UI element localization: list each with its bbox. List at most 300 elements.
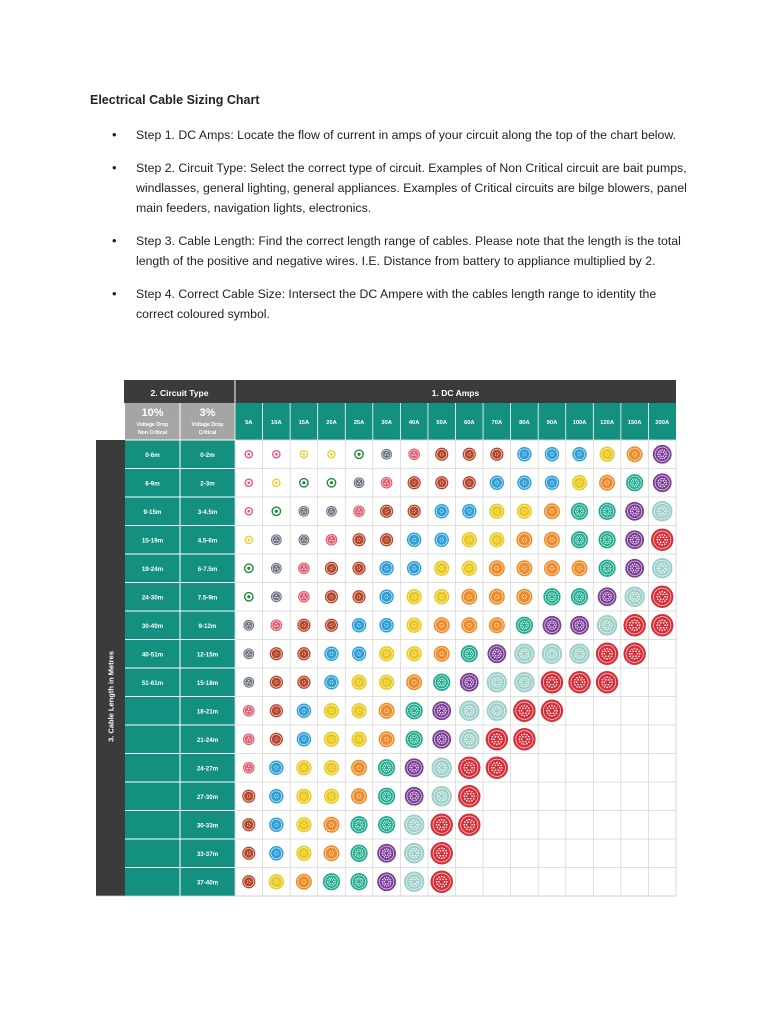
cable-strand: [332, 854, 333, 855]
cable-strand: [550, 623, 551, 624]
cable-size-symbol: [297, 818, 311, 832]
cable-strand: [302, 511, 304, 513]
cable-strand: [609, 653, 611, 655]
cable-strand: [470, 798, 472, 800]
cable-size-symbol: [270, 761, 284, 775]
cable-size-symbol: [408, 505, 420, 517]
cable-strand: [638, 508, 639, 509]
cable-strand: [520, 623, 521, 624]
cable-strand: [521, 714, 523, 716]
cable-strand: [357, 483, 359, 485]
cable-strand: [521, 705, 523, 707]
cable-size-symbol: [434, 646, 449, 661]
cable-strand: [583, 596, 584, 597]
cable-size-symbol: [542, 644, 562, 664]
cable-strand: [360, 625, 361, 626]
cable-strand: [470, 623, 471, 624]
cable-strand: [412, 512, 413, 513]
cable-core: [247, 567, 250, 570]
cable-strand: [247, 625, 249, 627]
cable-size-symbol: [378, 844, 396, 862]
cable-strand: [415, 798, 416, 799]
cable-strand: [526, 714, 528, 716]
cable-strand: [359, 541, 360, 542]
cable-size-symbol: [273, 451, 280, 458]
cable-strand: [330, 737, 331, 738]
cable-strand: [332, 511, 334, 513]
cable-strand: [445, 712, 446, 713]
amps-label: 20A: [326, 420, 337, 426]
cable-strand: [664, 482, 665, 483]
noncritical-length-label: 9-15m: [143, 508, 162, 516]
cable-strand: [413, 652, 414, 653]
cable-strand: [551, 452, 552, 453]
cable-strand: [277, 739, 278, 740]
cable-strand: [355, 883, 356, 884]
cable-strand: [384, 483, 386, 485]
cable-strand: [665, 456, 666, 457]
cable-strand: [609, 511, 610, 512]
cable-strand: [634, 563, 635, 564]
cable-outer-ring: [323, 874, 339, 890]
cable-strand: [638, 655, 640, 657]
cable-strand: [446, 881, 448, 883]
cable-strand: [384, 799, 385, 800]
cable-size-symbol: [541, 671, 563, 693]
cable-strand: [606, 600, 607, 601]
cable-strand: [439, 742, 440, 743]
cable-size-symbol: [404, 815, 424, 835]
cable-outer-ring: [354, 506, 365, 517]
cable-strand: [633, 541, 634, 542]
cable-strand: [657, 508, 659, 510]
cable-strand: [411, 796, 412, 797]
cable-strand: [608, 512, 609, 513]
cable-strand: [470, 708, 472, 710]
cable-strand: [333, 682, 334, 683]
cable-size-symbol: [405, 759, 423, 777]
cable-strand: [274, 767, 275, 768]
cable-strand: [520, 684, 522, 686]
cable-strand: [415, 595, 416, 596]
cable-strand: [359, 854, 360, 855]
cable-size-symbol: [245, 564, 253, 572]
cable-strand: [657, 482, 658, 483]
cable-strand: [382, 850, 383, 851]
cable-strand: [413, 791, 414, 792]
cable-strand: [522, 511, 523, 512]
cable-outer-ring: [570, 644, 590, 664]
cable-strand: [635, 537, 636, 538]
critical-line1: Voltage Drop: [191, 422, 224, 428]
cable-strand: [359, 737, 360, 738]
cable-outer-ring: [378, 760, 394, 776]
cable-size-symbol: [407, 561, 421, 575]
cable-outer-ring: [297, 846, 311, 860]
cable-strand: [606, 484, 607, 485]
cable-size-symbol: [462, 533, 476, 547]
cable-strand: [495, 481, 496, 482]
cable-strand: [412, 735, 413, 736]
cable-strand: [580, 541, 581, 542]
cable-strand: [412, 879, 414, 881]
cable-strand: [386, 799, 387, 800]
cable-strand: [635, 484, 636, 485]
bullet-icon: •: [112, 233, 117, 248]
cable-strand: [494, 649, 495, 650]
amps-label: 200A: [655, 420, 670, 426]
cable-strand: [554, 714, 556, 716]
cable-strand: [472, 655, 473, 656]
cable-strand: [574, 653, 576, 655]
step-text: Step 1. DC Amps: Locate the flow of current in amps of your circuit along the top of the chart below.: [136, 128, 676, 142]
cable-strand: [333, 625, 334, 626]
cable-strand: [357, 625, 358, 626]
cable-strand: [526, 657, 528, 659]
cable-outer-ring: [626, 475, 642, 491]
cable-strand: [413, 829, 415, 831]
cable-strand: [388, 796, 389, 797]
cable-strand: [305, 853, 306, 854]
cable-strand: [249, 654, 251, 656]
cable-strand: [443, 482, 444, 483]
cable-strand: [469, 686, 470, 687]
cable-strand: [305, 682, 306, 683]
cable-outer-ring: [378, 844, 396, 862]
cable-strand: [495, 764, 497, 766]
cable-strand: [523, 455, 524, 456]
cable-strand: [633, 594, 635, 596]
cable-size-symbol: [296, 874, 311, 889]
cable-size-symbol: [515, 672, 535, 692]
cable-strand: [550, 569, 551, 570]
cable-strand: [524, 733, 526, 735]
cable-strand: [357, 883, 358, 884]
cable-strand: [360, 682, 361, 683]
cable-strand: [387, 595, 388, 596]
cable-outer-ring: [351, 760, 366, 775]
cable-outer-ring: [435, 590, 449, 604]
cable-strand: [580, 452, 581, 453]
cable-strand: [249, 711, 251, 713]
cable-strand: [442, 741, 443, 742]
cable-strand: [629, 624, 631, 626]
cable-strand: [664, 478, 665, 479]
cable-strand: [330, 680, 331, 681]
cable-strand: [526, 677, 528, 679]
cable-strand: [332, 794, 333, 795]
cable-strand: [470, 594, 471, 595]
cable-strand: [499, 771, 501, 773]
cable-outer-ring: [459, 729, 479, 749]
cable-strand: [583, 684, 585, 686]
cable-strand: [386, 820, 387, 821]
cable-size-symbol: [243, 819, 255, 831]
cable-strand: [440, 595, 441, 596]
cable-strand: [552, 537, 553, 538]
cable-outer-ring: [626, 502, 644, 520]
cable-strand: [275, 769, 276, 770]
cable-strand: [666, 454, 667, 455]
cable-outer-ring: [379, 675, 393, 689]
cable-outer-ring: [296, 874, 311, 889]
cable-strand: [578, 537, 579, 538]
cable-strand: [659, 539, 661, 541]
cable-strand: [301, 796, 302, 797]
cable-strand: [441, 743, 442, 744]
cable-strand: [418, 852, 420, 854]
cable-strand: [666, 624, 668, 626]
cable-strand: [382, 824, 383, 825]
cable-strand: [468, 538, 469, 539]
cable-size-symbol: [599, 532, 615, 548]
cable-strand: [659, 486, 660, 487]
cable-size-symbol: [488, 645, 506, 663]
cable-strand: [387, 712, 388, 713]
cable-strand: [358, 885, 359, 886]
cable-size-symbol: [517, 532, 532, 547]
cable-size-symbol: [353, 562, 365, 574]
cable-strand: [526, 511, 527, 512]
cable-strand: [663, 480, 664, 481]
cable-strand: [277, 540, 279, 542]
cable-strand: [468, 772, 470, 774]
cable-strand: [437, 710, 438, 711]
cable-strand: [581, 593, 582, 594]
cable-strand: [443, 771, 445, 773]
cable-strand: [411, 881, 413, 883]
cable-strand: [553, 511, 554, 512]
cable-strand: [443, 795, 445, 797]
cable-strand: [631, 596, 633, 598]
cable-outer-ring: [651, 529, 673, 551]
cable-strand: [330, 597, 331, 598]
cable-strand: [664, 624, 666, 626]
cable-strand: [438, 857, 440, 859]
cable-strand: [629, 655, 631, 657]
cable-strand: [357, 851, 358, 852]
cable-strand: [578, 598, 579, 599]
cable-strand: [466, 682, 467, 683]
cable-size-symbol: [462, 589, 477, 604]
cable-strand: [357, 826, 358, 827]
cable-strand: [467, 736, 469, 738]
cable-strand: [605, 650, 607, 652]
cable-strand: [438, 848, 440, 850]
noncritical-length-label: 24-30m: [141, 594, 164, 602]
cable-strand: [250, 824, 251, 825]
cable-outer-ring: [432, 786, 452, 806]
cable-strand: [332, 797, 333, 798]
cable-strand: [332, 737, 333, 738]
cable-strand: [550, 509, 551, 510]
cable-strand: [580, 481, 581, 482]
cable-strand: [445, 741, 446, 742]
cable-outer-ring: [459, 701, 479, 721]
cable-strand: [549, 599, 550, 600]
cable-strand: [275, 683, 276, 684]
cable-strand: [388, 821, 389, 822]
cable-strand: [417, 741, 418, 742]
cable-outer-ring: [271, 592, 281, 602]
cable-strand: [580, 566, 581, 567]
cable-strand: [410, 769, 411, 770]
cable-strand: [608, 622, 610, 624]
cable-strand: [247, 882, 248, 883]
cable-size-symbol: [297, 846, 311, 860]
cable-strand: [327, 883, 328, 884]
cable-strand: [442, 765, 444, 767]
cable-strand: [470, 541, 471, 542]
cable-strand: [359, 652, 360, 653]
cable-strand: [276, 566, 278, 568]
cable-outer-ring: [243, 876, 255, 888]
cable-strand: [385, 712, 386, 713]
cable-strand: [361, 824, 362, 825]
cable-strand: [305, 710, 306, 711]
cable-size-symbol: [297, 704, 311, 718]
cable-strand: [303, 537, 305, 539]
cable-strand: [471, 795, 473, 797]
cable-strand: [471, 650, 472, 651]
cable-outer-ring: [270, 789, 284, 803]
cable-strand: [442, 798, 444, 800]
cable-strand: [492, 741, 494, 743]
cable-strand: [384, 454, 386, 456]
cable-strand: [635, 570, 636, 571]
cable-strand: [416, 739, 417, 740]
cable-strand: [583, 622, 584, 623]
cable-size-symbol: [325, 591, 337, 603]
cable-strand: [250, 881, 251, 882]
cable-strand: [415, 482, 416, 483]
cable-strand: [580, 651, 582, 653]
cable-strand: [581, 511, 582, 512]
cable-outer-ring: [434, 674, 450, 690]
cable-size-symbol: [626, 475, 642, 491]
cable-strand: [638, 570, 639, 571]
cable-size-symbol: [545, 447, 559, 461]
cable-strand: [608, 536, 609, 537]
cable-strand: [442, 569, 443, 570]
cable-strand: [386, 885, 387, 886]
cable-strand: [439, 678, 440, 679]
cable-strand: [330, 766, 331, 767]
cable-strand: [301, 824, 302, 825]
cable-strand: [522, 736, 524, 738]
cable-strand: [610, 570, 611, 571]
cable-strand: [417, 822, 419, 824]
cable-strand: [384, 821, 385, 822]
cable-strand: [357, 682, 358, 683]
cable-strand: [385, 855, 386, 856]
cable-strand: [388, 625, 389, 626]
cable-strand: [247, 825, 248, 826]
cable-strand: [657, 565, 659, 567]
cable-outer-ring: [299, 591, 310, 602]
cable-strand: [382, 883, 383, 884]
cable-strand: [632, 622, 634, 624]
cable-strand: [548, 681, 550, 683]
cable-strand: [605, 541, 606, 542]
cable-strand: [332, 683, 333, 684]
cable-strand: [357, 710, 358, 711]
amps-label: 15A: [298, 420, 310, 426]
cable-strand: [302, 879, 303, 880]
cable-strand: [636, 592, 638, 594]
cable-strand: [521, 734, 523, 736]
cable-strand: [630, 511, 631, 512]
cable-strand: [412, 769, 413, 770]
cable-strand: [638, 482, 639, 483]
cable-strand: [415, 769, 416, 770]
cable-size-symbol: [436, 477, 448, 489]
cable-strand: [525, 566, 526, 567]
cable-strand: [632, 485, 633, 486]
cable-strand: [416, 796, 417, 797]
cable-strand: [663, 484, 664, 485]
cable-size-symbol: [435, 561, 449, 575]
cable-strand: [602, 596, 603, 597]
cable-strand: [357, 595, 358, 596]
cable-strand: [492, 708, 494, 710]
cable-strand: [500, 653, 501, 654]
cable-strand: [414, 509, 415, 510]
cable-strand: [304, 823, 305, 824]
cable-strand: [576, 598, 577, 599]
cable-strand: [492, 764, 494, 766]
cable-strand: [526, 743, 528, 745]
cable-outer-ring: [381, 477, 392, 488]
cable-strand: [635, 594, 637, 596]
cable-strand: [416, 881, 418, 883]
cable-strand: [581, 686, 583, 688]
cable-outer-ring: [599, 532, 615, 548]
cable-strand: [444, 684, 445, 685]
cable-strand: [443, 685, 444, 686]
cable-strand: [358, 828, 359, 829]
cable-strand: [555, 598, 556, 599]
cable-strand: [388, 568, 389, 569]
cable-strand: [579, 514, 580, 515]
cable-strand: [416, 799, 417, 800]
amps-label: 60A: [463, 420, 475, 426]
cable-size-symbol: [378, 760, 394, 776]
cable-strand: [578, 566, 579, 567]
cable-strand: [356, 878, 357, 879]
cable-strand: [412, 737, 413, 738]
cable-strand: [609, 596, 610, 597]
cable-strand: [549, 625, 550, 626]
cable-strand: [524, 686, 526, 688]
cable-strand: [579, 648, 581, 650]
cable-strand: [497, 764, 499, 766]
cable-strand: [579, 629, 580, 630]
cable-strand: [418, 824, 420, 826]
cable-outer-ring: [626, 559, 644, 577]
cable-size-symbol: [300, 479, 308, 487]
cable-strand: [525, 569, 526, 570]
cable-strand: [356, 821, 357, 822]
cable-size-symbol: [518, 447, 532, 461]
cable-strand: [441, 678, 442, 679]
cable-strand: [583, 651, 585, 653]
cable-strand: [525, 626, 526, 627]
cable-strand: [524, 628, 525, 629]
cable-size-symbol: [298, 648, 310, 660]
bullet-icon: •: [112, 127, 117, 142]
cable-strand: [388, 792, 389, 793]
